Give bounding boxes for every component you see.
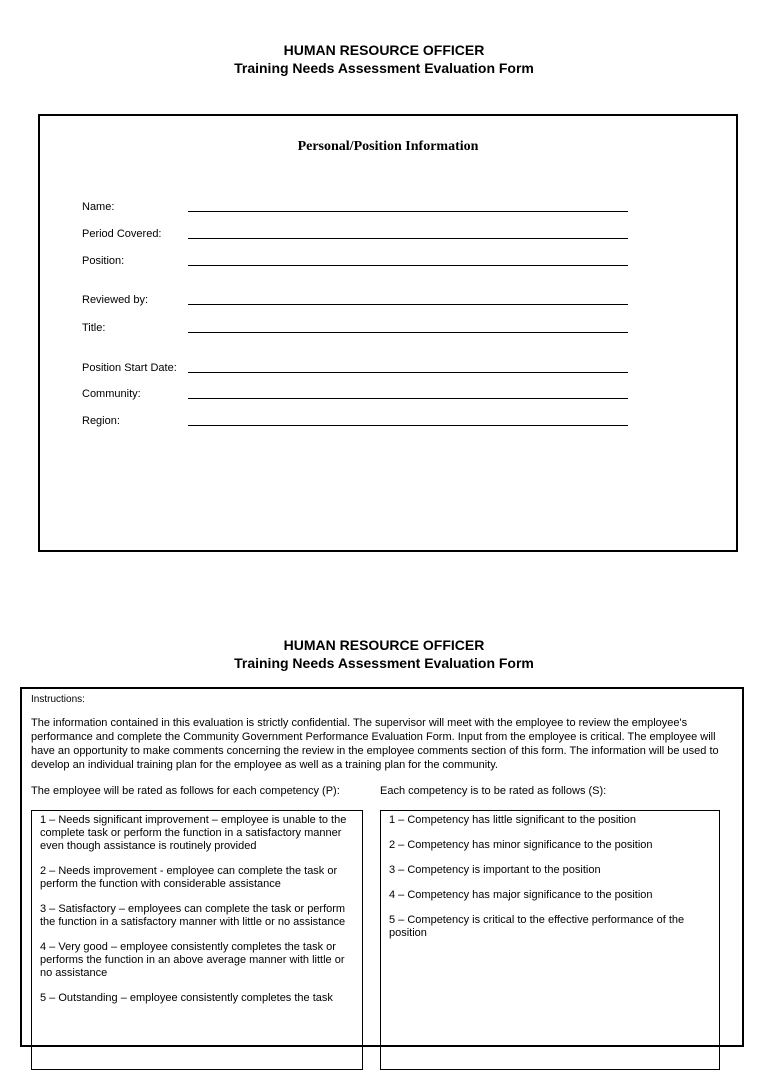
field-position xyxy=(82,254,632,270)
p-scale-item: 2 – Needs improvement - employee can complete the task or perform the function with considerable assistance xyxy=(40,865,338,890)
position-input-line[interactable] xyxy=(188,265,628,266)
s-rating-scale-box xyxy=(380,810,720,1070)
instructions-paragraph: The information contained in this evaluation is strictly confidential. The supervisor will meet with the employee to review the employee's performance and complete the Community Government Performance Evaluation Form. Input from the employee is critical. The employee will have an opportunity to make comments concerning the review in the employee comments section of this form. The information will be used to develop an individual training plan for the employee as well as a training plan for the community. xyxy=(31,717,719,771)
field-community xyxy=(82,387,632,403)
period-covered-input-line[interactable] xyxy=(188,238,628,239)
field-label: Region: xyxy=(82,415,120,427)
field-reviewed-by xyxy=(82,293,632,309)
field-label: Period Covered: xyxy=(82,228,162,240)
p-scale-item: 4 – Very good – employee consistently completes the task or performs the function in an above average manner with little or no assistance xyxy=(40,941,345,979)
form-subtitle: Training Needs Assessment Evaluation Form xyxy=(234,60,534,76)
title-input-line[interactable] xyxy=(188,332,628,333)
s-rating-intro: Each competency is to be rated as follows (S): xyxy=(380,785,607,797)
field-name xyxy=(82,200,632,216)
s-scale-item: 1 – Competency has little significant to the position xyxy=(389,814,637,826)
form-header-1 xyxy=(0,41,768,77)
field-label: Position: xyxy=(82,255,125,267)
field-label: Position Start Date: xyxy=(82,362,177,374)
instructions-section xyxy=(20,687,744,1047)
reviewed-by-input-line[interactable] xyxy=(188,304,628,305)
form-title: HUMAN RESOURCE OFFICER xyxy=(283,637,485,653)
section-heading: Personal/Position Information xyxy=(297,139,479,154)
p-scale-item: 3 – Satisfactory – employees can complete the task or perform the function in a satisfactory manner with little or no assistance xyxy=(40,903,346,928)
field-title xyxy=(82,321,632,337)
s-scale-item: 3 – Competency is important to the position xyxy=(389,864,601,876)
form-header-2 xyxy=(0,636,768,672)
name-input-line[interactable] xyxy=(188,211,628,212)
form-title: HUMAN RESOURCE OFFICER xyxy=(283,42,485,58)
s-scale-item: 5 – Competency is critical to the effective performance of the position xyxy=(389,914,685,939)
field-period-covered xyxy=(82,227,632,243)
field-position-start-date xyxy=(82,361,632,377)
community-input-line[interactable] xyxy=(188,398,628,399)
field-region xyxy=(82,414,632,430)
p-scale-item: 5 – Outstanding – employee consistently completes the task xyxy=(40,992,333,1004)
region-input-line[interactable] xyxy=(188,425,628,426)
s-scale-item: 4 – Competency has major significance to the position xyxy=(389,889,653,901)
s-scale-item: 2 – Competency has minor significance to the position xyxy=(389,839,653,851)
p-rating-intro: The employee will be rated as follows for each competency (P): xyxy=(31,785,340,797)
p-scale-item: 1 – Needs significant improvement – employee is unable to the complete task or perform the function in a satisfactory manner even though assistance is routinely provided xyxy=(40,814,347,852)
field-label: Name: xyxy=(82,201,115,213)
personal-info-section xyxy=(38,114,738,552)
field-label: Community: xyxy=(82,388,141,400)
position-start-date-input-line[interactable] xyxy=(188,372,628,373)
field-label: Title: xyxy=(82,322,106,334)
p-rating-scale-box xyxy=(31,810,363,1070)
instructions-label: Instructions: xyxy=(31,694,85,705)
field-label: Reviewed by: xyxy=(82,294,149,306)
form-subtitle: Training Needs Assessment Evaluation Form xyxy=(234,655,534,671)
